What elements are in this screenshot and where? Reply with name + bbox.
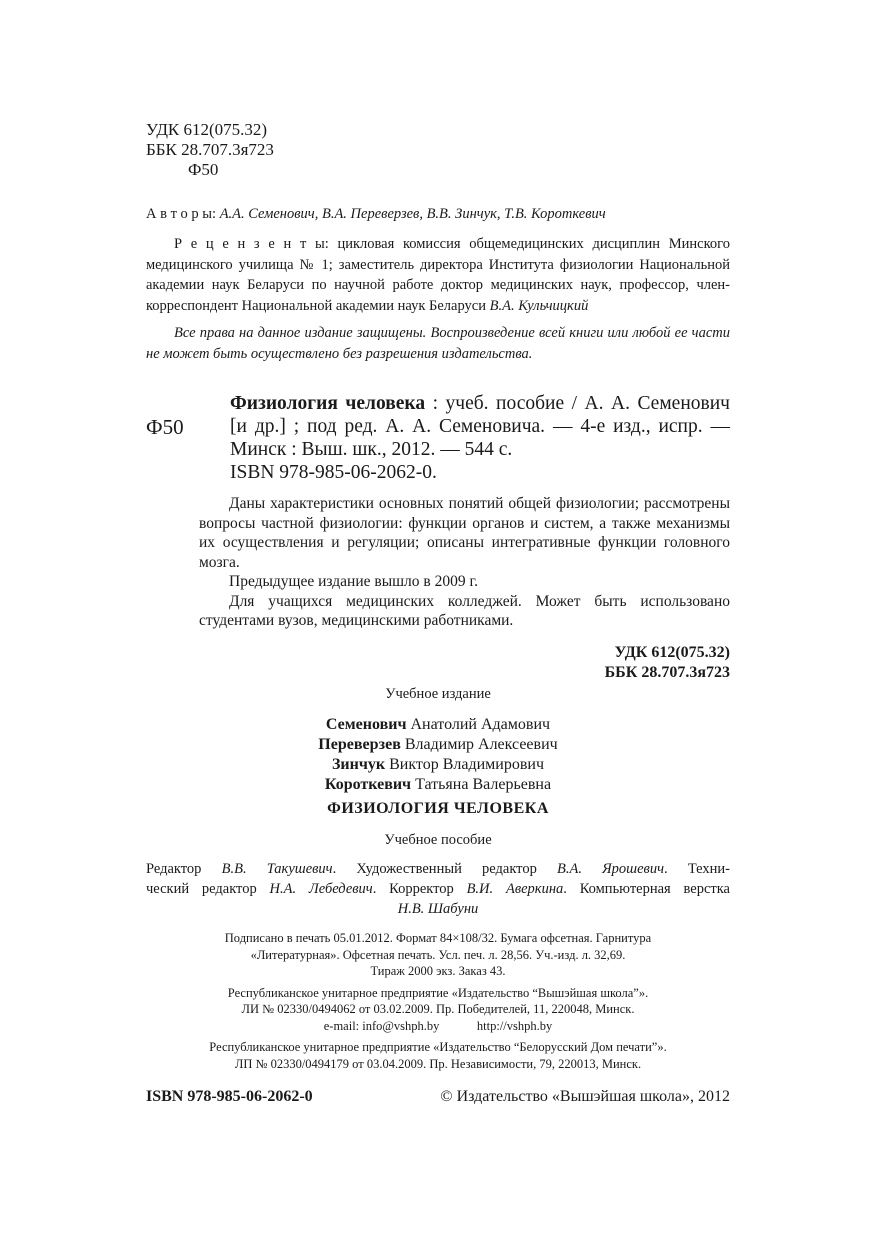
person-given: Виктор Владимирович bbox=[389, 756, 544, 773]
person-given: Татьяна Валерьевна bbox=[415, 776, 552, 793]
imprint-line: Республиканское унитарное предприятие «Издательство “Вышэйшая школа”». bbox=[227, 985, 649, 1000]
editor-role: . Компьютерная верстка bbox=[563, 881, 730, 897]
imprint-line: Республиканское унитарное предприятие «Издательство “Белорусский Дом печати”». bbox=[209, 1040, 667, 1054]
reviewer-name: В.А. Кульчицкий bbox=[489, 297, 589, 314]
copyright-notice: © Издательство «Вышэйшая школа», 2012 bbox=[440, 1088, 730, 1105]
person-row bbox=[146, 775, 730, 795]
bib-isbn: ISBN 978-985-06-2062-0. bbox=[230, 462, 437, 483]
editor-name: В.А. Ярошевич bbox=[557, 861, 665, 877]
print-details bbox=[146, 930, 730, 980]
bottom-classification bbox=[420, 643, 730, 683]
editors-block bbox=[146, 859, 730, 919]
person-given: Владимир Алексеевич bbox=[404, 736, 558, 753]
book-title-caps: ФИЗИОЛОГИЯ ЧЕЛОВЕКА bbox=[327, 800, 549, 817]
bbk-code-bottom: ББК 28.707.3я723 bbox=[604, 664, 730, 681]
authors-label: А в т о р ы: bbox=[146, 206, 217, 222]
bib-description: : учеб. пособие / А. А. Семенович [и др.] ; под ред. А. А. Семеновича. — 4-е изд., испр. — Минск : Выш. шк., 2012. — 544 с. bbox=[230, 393, 730, 460]
editor-name: Н.А. Лебедевич bbox=[269, 881, 373, 897]
imprint-line: «Литературная». Офсетная печать. Усл. печ. л. 28,56. Уч.-изд. л. 32,69. bbox=[250, 947, 626, 962]
imprint-line: Подписано в печать 05.01.2012. Формат 84×108/32. Бумага офсетная. Гарнитура bbox=[224, 931, 652, 945]
editor-role: Редактор bbox=[146, 861, 222, 877]
person-surname: Короткевич bbox=[324, 776, 412, 793]
person-surname: Семенович bbox=[325, 716, 407, 733]
rights-notice: Все права на данное издание защищены. Воспроизведение всей книги или любой ее части не может быть осуществлено без разрешения издательства. bbox=[146, 325, 730, 362]
editor-role: . Техни- bbox=[664, 861, 730, 877]
person-surname: Переверзев bbox=[318, 736, 401, 753]
bibliographic-record bbox=[230, 392, 730, 484]
reviewers-text: цикловая комиссия общемедицинских дисциплин Минского медицинского училища № 1; заместитель директора Института физиологии Национальной академии наук Беларуси по научной работе доктор медицинских наук, профессор, член-корреспондент Национальной академии наук Беларуси bbox=[146, 236, 730, 314]
person-given: Анатолий Адамович bbox=[410, 716, 551, 733]
editor-role: . Художественный редактор bbox=[332, 861, 557, 877]
person-row bbox=[146, 715, 730, 735]
reviewers-paragraph bbox=[146, 234, 730, 316]
imprint-line: ЛИ № 02330/0494062 от 03.02.2009. Пр. Победителей, 11, 220048, Минск. bbox=[241, 1002, 635, 1016]
bib-cutter-code: Ф50 bbox=[146, 415, 184, 439]
udk-code-bottom: УДК 612(075.32) bbox=[614, 644, 730, 661]
udk-code: УДК 612(075.32) bbox=[146, 120, 268, 139]
imprint-line: ЛП № 02330/0494179 от 03.04.2009. Пр. Независимости, 79, 220013, Минск. bbox=[234, 1056, 642, 1071]
abstract bbox=[199, 494, 730, 631]
authors-names: А.А. Семенович, В.А. Переверзев, В.В. Зинчук, Т.В. Короткевич bbox=[219, 206, 606, 222]
edition-label: Учебное издание bbox=[385, 686, 491, 702]
previous-edition-note: Предыдущее издание вышло в 2009 г. bbox=[229, 573, 478, 590]
book-title: Физиология человека bbox=[230, 393, 426, 414]
printer-details bbox=[146, 1039, 730, 1072]
person-row bbox=[146, 735, 730, 755]
imprint-line: Тираж 2000 экз. Заказ 43. bbox=[370, 964, 506, 978]
cutter-code: Ф50 bbox=[188, 160, 219, 179]
publisher-details bbox=[146, 985, 730, 1035]
publication-type: Учебное пособие bbox=[384, 832, 492, 848]
audience-note: Для учащихся медицинских колледжей. Может быть использовано студентами вузов, медицинскими работниками. bbox=[199, 592, 730, 629]
authors-full-names bbox=[146, 715, 730, 795]
editor-role: ческий редактор bbox=[146, 881, 270, 897]
classification-block bbox=[146, 120, 274, 180]
bbk-code: ББК 28.707.3я723 bbox=[146, 140, 274, 159]
person-row bbox=[146, 755, 730, 775]
isbn-footer: ISBN 978-985-06-2062-0 bbox=[146, 1088, 313, 1105]
layout-designer-name: Н.В. Шабуни bbox=[397, 901, 479, 917]
editors-line bbox=[146, 859, 730, 879]
editor-name: В.И. Аверкина bbox=[466, 881, 564, 897]
publisher-contacts: e-mail: info@vshph.by http://vshph.by bbox=[323, 1018, 553, 1033]
abstract-paragraph: Даны характеристики основных понятий общей физиологии; рассмотрены вопросы частной физиологии: функции органов и систем, а также механизмы их осуществления и регуляции; описаны интегративные функции головного мозга. bbox=[199, 495, 730, 571]
authors-line bbox=[146, 204, 730, 224]
editor-role: . Корректор bbox=[372, 881, 467, 897]
imprint-block bbox=[146, 930, 730, 1072]
editors-line bbox=[146, 879, 730, 899]
person-surname: Зинчук bbox=[331, 756, 386, 773]
editor-name: В.В. Такушевич bbox=[221, 861, 333, 877]
reviewers-label: Р е ц е н з е н т ы: bbox=[174, 236, 329, 252]
